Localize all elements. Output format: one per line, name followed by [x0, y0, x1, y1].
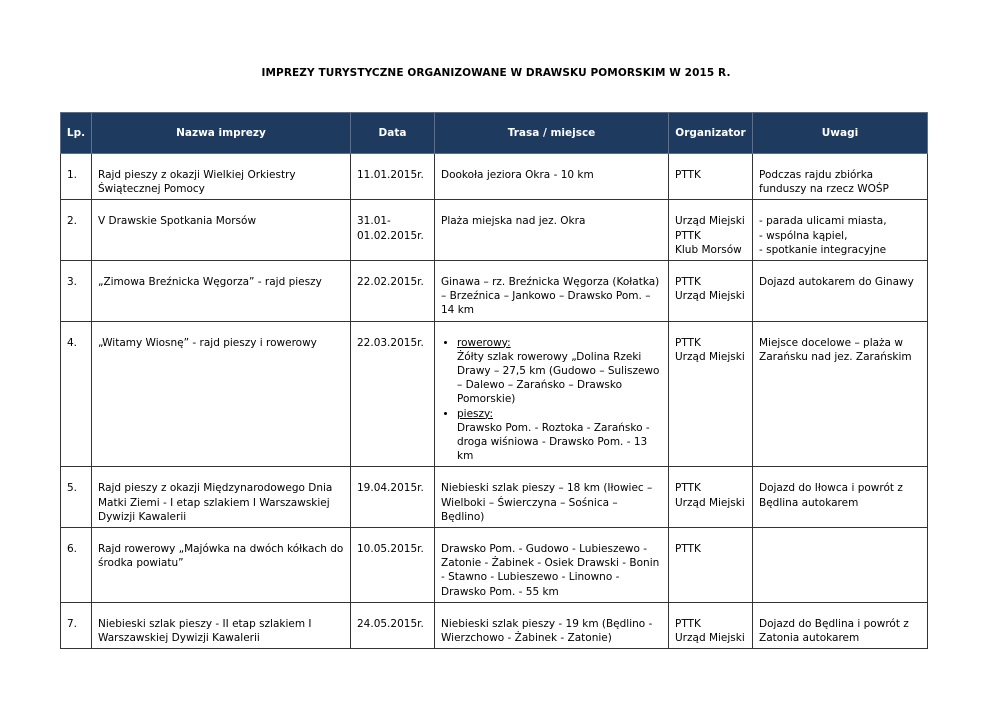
table-row	[61, 467, 928, 528]
cell-route: Dookoła jeziora Okra - 10 km	[435, 154, 669, 200]
cell-lp: 6.	[61, 528, 92, 603]
cell-date: 10.05.2015r.	[351, 528, 435, 603]
table-row	[61, 154, 928, 200]
cell-notes	[753, 528, 928, 603]
cell-name: V Drawskie Spotkania Morsów	[92, 200, 351, 261]
cell-lp: 4.	[61, 321, 92, 467]
cell-date: 11.01.2015r.	[351, 154, 435, 200]
cell-date: 19.04.2015r.	[351, 467, 435, 528]
cell-notes: Podczas rajdu zbiórka funduszy na rzecz WOŚP	[753, 154, 928, 200]
route-list	[441, 336, 663, 464]
route-type-label: rowerowy:	[457, 336, 511, 349]
cell-notes: - parada ulicami miasta, - wspólna kąpiel, - spotkanie integracyjne	[753, 200, 928, 261]
header-notes: Uwagi	[753, 113, 928, 154]
cell-name: Rajd pieszy z okazji Wielkiej Orkiestry Świątecznej Pomocy	[92, 154, 351, 200]
table-row	[61, 602, 928, 648]
cell-notes: Dojazd autokarem do Ginawy	[753, 261, 928, 322]
cell-route: Niebieski szlak pieszy - 19 km (Będlino - Wierzchowo - Żabinek - Zatonie)	[435, 602, 669, 648]
cell-notes: Miejsce docelowe – plaża w Zarańsku nad jez. Zarańskim	[753, 321, 928, 467]
cell-organizer: PTTK Urząd Miejski	[669, 602, 753, 648]
cell-notes: Dojazd do Iłowca i powrót z Będlina autokarem	[753, 467, 928, 528]
table-row	[61, 321, 928, 467]
cell-route	[435, 321, 669, 467]
cell-date: 22.02.2015r.	[351, 261, 435, 322]
route-list-item	[457, 336, 663, 407]
cell-route: Niebieski szlak pieszy – 18 km (Iłowiec – Wielboki – Świerczyna – Sośnica – Będlino)	[435, 467, 669, 528]
table-row	[61, 200, 928, 261]
cell-name: „Witamy Wiosnę” - rajd pieszy i rowerowy	[92, 321, 351, 467]
cell-lp: 2.	[61, 200, 92, 261]
header-date: Data	[351, 113, 435, 154]
cell-organizer: PTTK Urząd Miejski	[669, 261, 753, 322]
cell-organizer: PTTK Urząd Miejski	[669, 321, 753, 467]
cell-name: Rajd pieszy z okazji Międzynarodowego Dnia Matki Ziemi - I etap szlakiem I Warszawskiej Dywizji Kawalerii	[92, 467, 351, 528]
route-description: Żółty szlak rowerowy „Dolina Rzeki Drawy – 27,5 km (Gudowo – Suliszewo – Dalewo – Zarańsko – Drawsko Pomorskie)	[457, 350, 660, 406]
route-list-item	[457, 407, 663, 464]
cell-lp: 3.	[61, 261, 92, 322]
table-row	[61, 261, 928, 322]
header-route: Trasa / miejsce	[435, 113, 669, 154]
table-header-row	[61, 113, 928, 154]
header-lp: Lp.	[61, 113, 92, 154]
cell-organizer: Urząd Miejski PTTK Klub Morsów	[669, 200, 753, 261]
cell-organizer: PTTK Urząd Miejski	[669, 467, 753, 528]
header-organizer: Organizator	[669, 113, 753, 154]
header-name: Nazwa imprezy	[92, 113, 351, 154]
table-row	[61, 528, 928, 603]
cell-lp: 5.	[61, 467, 92, 528]
page-title: IMPREZY TURYSTYCZNE ORGANIZOWANE W DRAWSKU POMORSKIM W 2015 R.	[261, 67, 731, 79]
cell-route: Plaża miejska nad jez. Okra	[435, 200, 669, 261]
cell-name: Rajd rowerowy „Majówka na dwóch kółkach do środka powiatu”	[92, 528, 351, 603]
cell-route: Drawsko Pom. - Gudowo - Lubieszewo - Zatonie - Żabinek - Osiek Drawski - Bonin - Stawno - Lubieszewo - Linowno - Drawsko Pom. - 55 km	[435, 528, 669, 603]
cell-organizer: PTTK	[669, 154, 753, 200]
cell-name: Niebieski szlak pieszy - II etap szlakiem I Warszawskiej Dywizji Kawalerii	[92, 602, 351, 648]
cell-lp: 7.	[61, 602, 92, 648]
cell-notes: Dojazd do Będlina i powrót z Zatonia autokarem	[753, 602, 928, 648]
cell-organizer: PTTK	[669, 528, 753, 603]
route-type-label: pieszy:	[457, 407, 494, 420]
cell-route: Ginawa – rz. Breźnicka Węgorza (Kołatka) – Brzeźnica – Jankowo – Drawsko Pom. – 14 km	[435, 261, 669, 322]
cell-name: „Zimowa Breźnicka Węgorza” - rajd pieszy	[92, 261, 351, 322]
route-description: Drawsko Pom. - Roztoka - Zarańsko - droga wiśniowa - Drawsko Pom. - 13 km	[457, 421, 650, 463]
cell-date: 24.05.2015r.	[351, 602, 435, 648]
cell-date: 22.03.2015r.	[351, 321, 435, 467]
cell-lp: 1.	[61, 154, 92, 200]
cell-date: 31.01- 01.02.2015r.	[351, 200, 435, 261]
events-table	[60, 112, 928, 649]
